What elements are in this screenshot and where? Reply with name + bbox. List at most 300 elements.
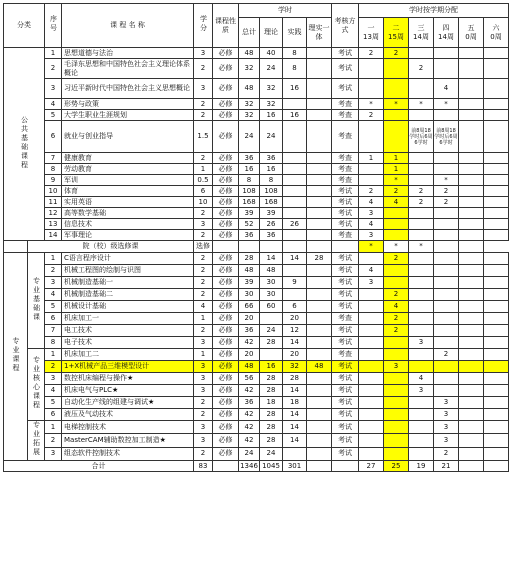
ext-row-1-sem-4: 3 — [434, 421, 459, 434]
basic-row-2-sem-4 — [434, 265, 459, 277]
public-row-11-practice — [283, 197, 307, 208]
ext-row-2-exam: 考试 — [332, 434, 359, 447]
core-row-1-name: 机床加工二 — [62, 349, 194, 361]
public-row-12-theory: 39 — [260, 208, 283, 219]
public-row-10-sem-5 — [459, 186, 484, 197]
public-row-11-sem-4: 2 — [434, 197, 459, 208]
core-row-6-sem-5 — [459, 409, 484, 421]
public-row-9-theory: 8 — [260, 175, 283, 186]
basic-row-8-sem-2 — [384, 337, 409, 349]
core-row-2-exam: 考试 — [332, 361, 359, 373]
basic-row-4-name: 机械制造基础二 — [62, 289, 194, 301]
public-row-14-integrated — [307, 230, 332, 241]
public-row-12-sem-5 — [459, 208, 484, 219]
public-row-10-seq: 10 — [45, 186, 62, 197]
public-row-12-name: 高等数学基础 — [62, 208, 194, 219]
core-row-3-sem-6 — [484, 373, 509, 385]
basic-row-2-exam: 考试 — [332, 265, 359, 277]
core-row-4-sem-6 — [484, 385, 509, 397]
basic-row-6-practice: 20 — [283, 313, 307, 325]
ext-row-3-credit: 2 — [194, 447, 213, 460]
public-row-3-sem-4: 4 — [434, 79, 459, 99]
basic-row-3-sem-3 — [409, 277, 434, 289]
basic-row-1-total: 28 — [239, 253, 260, 265]
table-row — [4, 409, 509, 421]
public-row-9-name: 军训 — [62, 175, 194, 186]
basic-row-8-seq: 8 — [45, 337, 62, 349]
table-row — [4, 253, 509, 265]
basic-row-7-sem-4 — [434, 325, 459, 337]
basic-row-2-credit: 2 — [194, 265, 213, 277]
basic-row-5-sem-3 — [409, 301, 434, 313]
public-row-3-sem-6 — [484, 79, 509, 99]
core-row-5-name: 自动化生产线的组建与调试★ — [62, 397, 194, 409]
basic-row-6-sem-3 — [409, 313, 434, 325]
header-practice: 实践 — [283, 18, 307, 48]
public-row-13-sem-6 — [484, 219, 509, 230]
basic-row-1-sem-3 — [409, 253, 434, 265]
ext-row-2-seq: 2 — [45, 434, 62, 447]
public-row-12-integrated — [307, 208, 332, 219]
total-sem-1: 27 — [359, 461, 384, 472]
public-row-5-name: 大学生职业生涯规划 — [62, 110, 194, 121]
public-row-13-seq: 13 — [45, 219, 62, 230]
public-row-5-practice: 16 — [283, 110, 307, 121]
public-row-9-credit: 0.5 — [194, 175, 213, 186]
core-row-1-nature: 必修 — [213, 349, 239, 361]
header-theory: 理论 — [260, 18, 283, 48]
public-row-13-sem-3 — [409, 219, 434, 230]
basic-row-4-credit: 2 — [194, 289, 213, 301]
public-row-1-sem-6 — [484, 48, 509, 59]
core-row-1-practice: 20 — [283, 349, 307, 361]
core-row-4-sem-1 — [359, 385, 384, 397]
public-row-14-theory: 36 — [260, 230, 283, 241]
public-row-7-exam: 考查 — [332, 153, 359, 164]
public-row-6-sem-1 — [359, 121, 384, 153]
basic-row-3-sem-6 — [484, 277, 509, 289]
public-row-3-seq: 3 — [45, 79, 62, 99]
total-sem-3: 19 — [409, 461, 434, 472]
public-row-7-theory: 36 — [260, 153, 283, 164]
basic-row-1-sem-4 — [434, 253, 459, 265]
core-row-3-exam: 考试 — [332, 373, 359, 385]
basic-row-6-sem-1 — [359, 313, 384, 325]
ext-row-2-total: 42 — [239, 434, 260, 447]
public-row-8-practice — [283, 164, 307, 175]
header-sem-4: 四 14周 — [434, 18, 459, 48]
public-row-7-name: 健康教育 — [62, 153, 194, 164]
basic-row-6-credit: 1 — [194, 313, 213, 325]
basic-row-2-sem-1: 4 — [359, 265, 384, 277]
public-row-13-sem-5 — [459, 219, 484, 230]
ext-row-1-sem-1 — [359, 421, 384, 434]
public-row-4-theory: 32 — [260, 99, 283, 110]
total-sem-5 — [459, 461, 484, 472]
core-row-4-sem-3: 3 — [409, 385, 434, 397]
group-professional: 专业课程 — [4, 253, 28, 461]
total-integrated — [307, 461, 332, 472]
public-row-10-sem-6 — [484, 186, 509, 197]
public-row-8-total: 16 — [239, 164, 260, 175]
public-row-2-name: 毛泽东思想和中国特色社会主义理论体系概论 — [62, 59, 194, 79]
public-row-5-exam: 考查 — [332, 110, 359, 121]
core-row-1-theory — [260, 349, 283, 361]
public-row-14-sem-3 — [409, 230, 434, 241]
basic-row-4-seq: 4 — [45, 289, 62, 301]
public-row-1-seq: 1 — [45, 48, 62, 59]
public-row-2-sem-6 — [484, 59, 509, 79]
public-row-12-seq: 12 — [45, 208, 62, 219]
ext-row-3-sem-1 — [359, 447, 384, 460]
basic-row-3-sem-2 — [384, 277, 409, 289]
public-row-4-credit: 2 — [194, 99, 213, 110]
core-row-3-sem-2 — [384, 373, 409, 385]
public-row-14-practice — [283, 230, 307, 241]
public-row-4-nature: 必修 — [213, 99, 239, 110]
basic-row-8-exam: 考试 — [332, 337, 359, 349]
core-row-5-theory: 18 — [260, 397, 283, 409]
public-row-7-credit: 2 — [194, 153, 213, 164]
public-row-13-nature: 必修 — [213, 219, 239, 230]
table-row — [4, 186, 509, 197]
public-row-5-seq: 5 — [45, 110, 62, 121]
ext-row-1-total: 42 — [239, 421, 260, 434]
public-row-2-sem-1 — [359, 59, 384, 79]
basic-row-5-exam: 考试 — [332, 301, 359, 313]
basic-row-3-practice: 9 — [283, 277, 307, 289]
public-row-10-sem-3: 2 — [409, 186, 434, 197]
ext-row-2-practice: 14 — [283, 434, 307, 447]
public-row-8-sem-4 — [434, 164, 459, 175]
basic-row-6-sem-4 — [434, 313, 459, 325]
public-row-7-sem-3 — [409, 153, 434, 164]
public-row-6-sem-2 — [384, 121, 409, 153]
basic-row-8-name: 电子技术 — [62, 337, 194, 349]
table-row — [4, 447, 509, 460]
header-hours: 学时 — [239, 4, 332, 18]
basic-row-1-name: C语言程序设计 — [62, 253, 194, 265]
table-row — [4, 153, 509, 164]
ext-row-3-sem-3 — [409, 447, 434, 460]
public-row-4-integrated — [307, 99, 332, 110]
basic-row-7-practice: 12 — [283, 325, 307, 337]
core-row-2-sem-6 — [484, 361, 509, 373]
elective-name: 院（校）级选修课 — [28, 241, 194, 253]
ext-row-1-theory: 28 — [260, 421, 283, 434]
basic-row-6-nature: 必修 — [213, 313, 239, 325]
header-sem-1: 一 13周 — [359, 18, 384, 48]
core-row-6-sem-3 — [409, 409, 434, 421]
basic-row-8-practice: 14 — [283, 337, 307, 349]
basic-row-6-integrated — [307, 313, 332, 325]
total-credit: 83 — [194, 461, 213, 472]
public-row-7-sem-5 — [459, 153, 484, 164]
basic-row-8-total: 42 — [239, 337, 260, 349]
ext-row-1-sem-3 — [409, 421, 434, 434]
table-row — [4, 373, 509, 385]
basic-row-7-seq: 7 — [45, 325, 62, 337]
core-row-3-credit: 3 — [194, 373, 213, 385]
basic-row-4-total: 30 — [239, 289, 260, 301]
basic-row-3-seq: 3 — [45, 277, 62, 289]
public-row-2-integrated — [307, 59, 332, 79]
basic-row-1-theory: 14 — [260, 253, 283, 265]
header-sem-5: 五 0周 — [459, 18, 484, 48]
public-row-2-seq: 2 — [45, 59, 62, 79]
public-row-5-integrated — [307, 110, 332, 121]
basic-row-6-seq: 6 — [45, 313, 62, 325]
basic-row-8-sem-1 — [359, 337, 384, 349]
table-row — [4, 197, 509, 208]
public-row-8-exam: 考查 — [332, 164, 359, 175]
public-row-2-credit: 2 — [194, 59, 213, 79]
public-row-6-sem-6 — [484, 121, 509, 153]
basic-row-5-sem-6 — [484, 301, 509, 313]
basic-row-4-sem-4 — [434, 289, 459, 301]
public-row-6-theory: 24 — [260, 121, 283, 153]
public-row-14-seq: 14 — [45, 230, 62, 241]
public-row-7-sem-4 — [434, 153, 459, 164]
public-row-11-sem-6 — [484, 197, 509, 208]
public-row-2-practice: 8 — [283, 59, 307, 79]
public-row-10-practice — [283, 186, 307, 197]
public-row-1-theory: 40 — [260, 48, 283, 59]
basic-row-1-nature: 必修 — [213, 253, 239, 265]
course-plan-table-wrapper — [3, 3, 509, 472]
public-row-9-sem-5 — [459, 175, 484, 186]
public-row-1-sem-4 — [434, 48, 459, 59]
basic-row-8-sem-6 — [484, 337, 509, 349]
public-row-8-sem-1 — [359, 164, 384, 175]
core-row-3-practice: 28 — [283, 373, 307, 385]
core-row-2-sem-1 — [359, 361, 384, 373]
basic-row-3-exam: 考试 — [332, 277, 359, 289]
public-row-2-exam: 考试 — [332, 59, 359, 79]
total-sem-2: 25 — [384, 461, 409, 472]
header-exam: 考核方式 — [332, 4, 359, 48]
public-row-1-integrated — [307, 48, 332, 59]
public-row-3-exam: 考试 — [332, 79, 359, 99]
basic-row-4-sem-6 — [484, 289, 509, 301]
basic-row-7-name: 电工技术 — [62, 325, 194, 337]
ext-row-1-integrated — [307, 421, 332, 434]
ext-row-2-sem-4: 3 — [434, 434, 459, 447]
ext-row-3-exam: 考试 — [332, 447, 359, 460]
public-row-12-credit: 2 — [194, 208, 213, 219]
public-row-12-total: 39 — [239, 208, 260, 219]
group-prof-ext: 专业拓展 — [28, 421, 45, 461]
public-row-5-sem-1: 2 — [359, 110, 384, 121]
core-row-6-credit: 2 — [194, 409, 213, 421]
basic-row-7-integrated — [307, 325, 332, 337]
basic-row-7-total: 36 — [239, 325, 260, 337]
core-row-1-sem-6 — [484, 349, 509, 361]
basic-row-7-theory: 24 — [260, 325, 283, 337]
public-row-10-nature: 必修 — [213, 186, 239, 197]
header-sem-3: 三 14周 — [409, 18, 434, 48]
ext-row-1-credit: 3 — [194, 421, 213, 434]
public-row-14-sem-2 — [384, 230, 409, 241]
public-row-4-practice — [283, 99, 307, 110]
public-row-13-practice: 26 — [283, 219, 307, 230]
basic-row-6-sem-6 — [484, 313, 509, 325]
core-row-2-nature: 必修 — [213, 361, 239, 373]
public-row-12-practice — [283, 208, 307, 219]
basic-row-4-exam: 考试 — [332, 289, 359, 301]
table-row — [4, 361, 509, 373]
core-row-6-seq: 6 — [45, 409, 62, 421]
basic-row-1-seq: 1 — [45, 253, 62, 265]
public-row-4-total: 32 — [239, 99, 260, 110]
ext-row-1-name: 电梯控制技术 — [62, 421, 194, 434]
public-row-14-exam: 考查 — [332, 230, 359, 241]
public-row-4-sem-2: * — [384, 99, 409, 110]
public-row-13-credit: 3 — [194, 219, 213, 230]
basic-row-4-sem-2: 2 — [384, 289, 409, 301]
public-row-2-nature: 必修 — [213, 59, 239, 79]
basic-row-3-sem-4 — [434, 277, 459, 289]
public-row-9-practice — [283, 175, 307, 186]
core-row-1-sem-3 — [409, 349, 434, 361]
group-public-basic: 公共基础课程 — [4, 48, 45, 241]
ext-row-2-name: MasterCAM辅助数控加工制造★ — [62, 434, 194, 447]
core-row-4-total: 42 — [239, 385, 260, 397]
ext-row-3-integrated — [307, 447, 332, 460]
core-row-3-seq: 3 — [45, 373, 62, 385]
core-row-4-exam: 考试 — [332, 385, 359, 397]
ext-row-3-sem-5 — [459, 447, 484, 460]
basic-row-4-sem-1 — [359, 289, 384, 301]
total-sem-6 — [484, 461, 509, 472]
public-row-2-theory: 24 — [260, 59, 283, 79]
core-row-3-integrated — [307, 373, 332, 385]
public-row-3-theory: 32 — [260, 79, 283, 99]
ext-row-3-seq: 3 — [45, 447, 62, 460]
header-credit: 学分 — [194, 4, 213, 48]
public-row-11-theory: 168 — [260, 197, 283, 208]
core-row-2-sem-4 — [434, 361, 459, 373]
ext-row-1-seq: 1 — [45, 421, 62, 434]
basic-row-2-practice — [283, 265, 307, 277]
public-row-2-sem-3: 2 — [409, 59, 434, 79]
basic-row-7-sem-1 — [359, 325, 384, 337]
ext-row-2-integrated — [307, 434, 332, 447]
public-row-11-sem-2: 4 — [384, 197, 409, 208]
total-exam — [332, 461, 359, 472]
public-row-11-nature: 必修 — [213, 197, 239, 208]
public-row-8-integrated — [307, 164, 332, 175]
ext-row-2-sem-1 — [359, 434, 384, 447]
public-row-5-sem-3 — [409, 110, 434, 121]
basic-row-5-practice: 6 — [283, 301, 307, 313]
public-row-3-nature: 必修 — [213, 79, 239, 99]
public-row-7-total: 36 — [239, 153, 260, 164]
header-row-1 — [4, 4, 509, 18]
public-row-4-name: 形势与政策 — [62, 99, 194, 110]
public-row-11-total: 168 — [239, 197, 260, 208]
basic-row-4-nature: 必修 — [213, 289, 239, 301]
table-row — [4, 301, 509, 313]
public-row-4-sem-5 — [459, 99, 484, 110]
core-row-2-sem-2: 3 — [384, 361, 409, 373]
public-row-14-sem-4 — [434, 230, 459, 241]
core-row-4-sem-5 — [459, 385, 484, 397]
basic-row-8-sem-5 — [459, 337, 484, 349]
core-row-4-practice: 14 — [283, 385, 307, 397]
core-row-6-nature: 必修 — [213, 409, 239, 421]
table-row — [4, 175, 509, 186]
header-course-name: 课 程 名 称 — [62, 4, 194, 48]
core-row-6-sem-6 — [484, 409, 509, 421]
core-row-6-exam: 考试 — [332, 409, 359, 421]
basic-row-2-integrated — [307, 265, 332, 277]
total-total: 1346 — [240, 461, 258, 470]
group-prof-core: 专业核心课程 — [28, 349, 45, 421]
core-row-1-total: 20 — [239, 349, 260, 361]
public-row-13-sem-2 — [384, 219, 409, 230]
public-row-1-practice: 8 — [283, 48, 307, 59]
public-row-3-practice: 16 — [283, 79, 307, 99]
basic-row-2-name: 机械工程图的绘制与识图 — [62, 265, 194, 277]
public-row-1-sem-3 — [409, 48, 434, 59]
public-row-1-sem-5 — [459, 48, 484, 59]
public-row-12-sem-4 — [434, 208, 459, 219]
public-row-14-total: 36 — [239, 230, 260, 241]
total-theory: 1045 — [260, 461, 283, 472]
public-row-13-name: 信息技术 — [62, 219, 194, 230]
core-row-4-credit: 3 — [194, 385, 213, 397]
public-row-2-sem-2 — [384, 59, 409, 79]
public-row-2-total: 32 — [239, 59, 260, 79]
public-row-4-exam: 考查 — [332, 99, 359, 110]
public-row-14-sem-6 — [484, 230, 509, 241]
public-row-4-sem-6 — [484, 99, 509, 110]
public-row-7-sem-1: 1 — [359, 153, 384, 164]
core-row-5-integrated — [307, 397, 332, 409]
public-row-8-seq: 8 — [45, 164, 62, 175]
table-row — [4, 48, 509, 59]
header-sem-6: 六 0周 — [484, 18, 509, 48]
table-row — [4, 99, 509, 110]
public-row-8-sem-6 — [484, 164, 509, 175]
public-row-2-sem-5 — [459, 59, 484, 79]
basic-row-5-name: 机械设计基础 — [62, 301, 194, 313]
basic-row-6-sem-2: 2 — [384, 313, 409, 325]
public-row-7-nature: 必修 — [213, 153, 239, 164]
public-row-6-name: 就业与创业指导 — [62, 121, 194, 153]
table-row — [4, 110, 509, 121]
core-row-5-total: 36 — [239, 397, 260, 409]
public-row-5-theory: 16 — [260, 110, 283, 121]
ext-row-3-sem-6 — [484, 447, 509, 460]
basic-row-1-sem-1 — [359, 253, 384, 265]
public-row-6-exam: 考查 — [332, 121, 359, 153]
core-row-5-sem-1 — [359, 397, 384, 409]
basic-row-7-sem-2: 2 — [384, 325, 409, 337]
table-row — [4, 79, 509, 99]
core-row-4-sem-2 — [384, 385, 409, 397]
basic-row-2-sem-3 — [409, 265, 434, 277]
public-row-3-credit: 3 — [194, 79, 213, 99]
total-nature — [213, 461, 239, 472]
table-row — [4, 277, 509, 289]
table-row — [4, 59, 509, 79]
core-row-2-name: 1+X机械产品三维模型设计 — [62, 361, 194, 373]
public-row-1-total: 48 — [239, 48, 260, 59]
core-row-6-sem-4: 3 — [434, 409, 459, 421]
public-row-9-sem-2: * — [384, 175, 409, 186]
